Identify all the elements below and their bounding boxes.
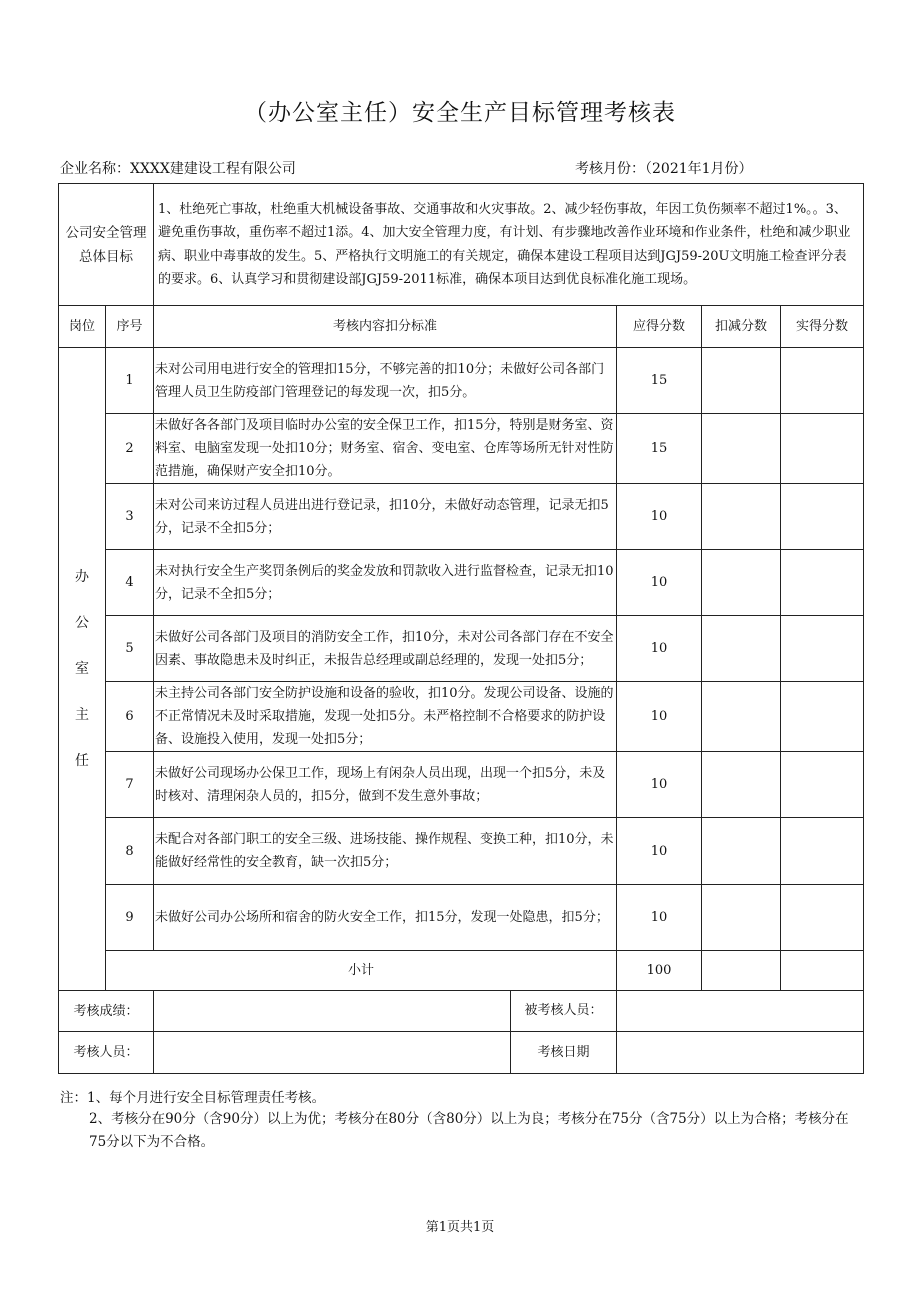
item-deduct-score[interactable] <box>702 752 781 818</box>
table-row <box>59 550 864 616</box>
item-seq: 7 <box>106 752 154 818</box>
assessment-month: 考核月份：（2021年1月份） <box>575 161 753 177</box>
date-field[interactable] <box>617 1032 863 1073</box>
item-actual-score[interactable] <box>781 752 864 818</box>
position-cell <box>59 348 106 991</box>
item-seq: 2 <box>106 414 154 484</box>
item-due-score: 10 <box>617 752 702 818</box>
item-due-score: 10 <box>617 484 702 550</box>
table-row <box>59 414 864 484</box>
item-deduct-score[interactable] <box>702 885 781 951</box>
item-due-score: 15 <box>617 414 702 484</box>
header-seq: 序号 <box>106 306 154 348</box>
goal-text: 1、杜绝死亡事故，杜绝重大机械设备事故、交通事故和火灾事故。2、减少轻伤事故，年因工负伤频率不超过1%。。3、避免重伤事故，重伤率不超过1添。4、加大安全管理力度，有计划、有步骤地改善作业环境和作业条件，杜绝和减少职业病、职业中毒事故的发生。5、严格执行文明施工的有关规定，确保本建设工程项目达到JGJ59-20U文明施工检查评分表的要求。6、认真学习和贯彻建设部JGJ59-2011标准，确保本项目达到优良标准化施工现场。 <box>154 184 864 306</box>
assessee-field[interactable] <box>617 991 863 1031</box>
position-char: 办 <box>75 569 89 585</box>
item-actual-score[interactable] <box>781 348 864 414</box>
item-content: 未做好公司各部门及项目的消防安全工作，扣10分，未对公司各部门存在不安全因素、事故隐患未及时纠正，未报告总经理或副总经理的，发现一处扣5分； <box>154 616 617 682</box>
item-seq: 5 <box>106 616 154 682</box>
item-content: 未做好公司办公场所和宿舍的防火安全工作，扣15分，发现一处隐患，扣5分； <box>154 885 617 951</box>
subtotal-actual[interactable] <box>781 951 864 991</box>
item-actual-score[interactable] <box>781 885 864 951</box>
item-seq: 1 <box>106 348 154 414</box>
item-actual-score[interactable] <box>781 414 864 484</box>
item-deduct-score[interactable] <box>702 414 781 484</box>
page-title: （办公室主任）安全生产目标管理考核表 <box>244 100 676 126</box>
item-actual-score[interactable] <box>781 682 864 752</box>
item-seq: 6 <box>106 682 154 752</box>
result-label: 考核成绩： <box>59 991 154 1032</box>
item-content: 未对公司来访过程人员进出进行登记录，扣10分，未做好动态管理，记录无扣5分，记录不全扣5分； <box>154 484 617 550</box>
header-due-score: 应得分数 <box>617 306 702 348</box>
header-actual-score: 实得分数 <box>781 306 864 348</box>
table-row <box>59 484 864 550</box>
item-actual-score[interactable] <box>781 550 864 616</box>
table-row <box>59 818 864 885</box>
assessment-table <box>58 183 864 1074</box>
item-seq: 8 <box>106 818 154 885</box>
position-char: 公 <box>75 615 89 631</box>
table-row <box>59 616 864 682</box>
item-deduct-score[interactable] <box>702 616 781 682</box>
header-row <box>59 306 864 348</box>
assessor-row <box>59 1032 864 1074</box>
item-content: 未配合对各部门职工的安全三级、进场技能、操作规程、变换工种，扣10分，未能做好经常性的安全教育，缺一次扣5分； <box>154 818 617 885</box>
result-row <box>59 991 864 1032</box>
item-seq: 3 <box>106 484 154 550</box>
item-actual-score[interactable] <box>781 484 864 550</box>
subtotal-value: 100 <box>617 951 702 991</box>
goal-row <box>59 184 864 306</box>
item-content: 未对公司用电进行安全的管理扣15分，不够完善的扣10分；未做好公司各部门管理人员卫生防疫部门管理登记的每发现一次，扣5分。 <box>154 348 617 414</box>
item-due-score: 15 <box>617 348 702 414</box>
item-due-score: 10 <box>617 818 702 885</box>
table-row <box>59 885 864 951</box>
header-post: 岗位 <box>59 306 106 348</box>
item-content: 未做好公司现场办公保卫工作，现场上有闲杂人员出现，出现一个扣5分，未及时核对、清理闲杂人员的，扣5分，做到不发生意外事故； <box>154 752 617 818</box>
table-row <box>59 348 864 414</box>
assessee-label: 被考核人员： <box>510 991 617 1031</box>
position-char: 任 <box>75 753 89 769</box>
item-actual-score[interactable] <box>781 818 864 885</box>
item-deduct-score[interactable] <box>702 682 781 752</box>
header-content: 考核内容扣分标准 <box>154 306 617 348</box>
goal-label: 公司安全管理总体目标 <box>59 184 154 306</box>
subtotal-row <box>59 951 864 991</box>
table-row <box>59 752 864 818</box>
subtotal-deduct[interactable] <box>702 951 781 991</box>
note-1: 注：1、每个月进行安全目标管理责任考核。 <box>60 1090 326 1106</box>
date-label: 考核日期 <box>510 1032 617 1073</box>
item-deduct-score[interactable] <box>702 550 781 616</box>
item-seq: 9 <box>106 885 154 951</box>
company-name: 企业名称：XXXX建建设工程有限公司 <box>60 161 296 177</box>
item-due-score: 10 <box>617 682 702 752</box>
position-char: 主 <box>75 707 89 723</box>
header-deduct-score: 扣减分数 <box>702 306 781 348</box>
item-deduct-score[interactable] <box>702 818 781 885</box>
item-due-score: 10 <box>617 550 702 616</box>
table-row <box>59 682 864 752</box>
assessor-label: 考核人员： <box>59 1032 154 1074</box>
item-content: 未做好各各部门及项目临时办公室的安全保卫工作，扣15分，特别是财务室、资料室、电脑室发现一处扣10分；财务室、宿舍、变电室、仓库等场所无针对性防范措施，确保财产安全扣10分。 <box>154 414 617 484</box>
item-actual-score[interactable] <box>781 616 864 682</box>
note-2: 2、考核分在90分（含90分）以上为优；考核分在80分（含80分）以上为良；考核分在75分（含75分）以上为合格；考核分在75分以下为不合格。 <box>89 1111 849 1150</box>
item-content: 未主持公司各部门安全防护设施和设备的验收，扣10分。发现公司设备、设施的不正常情况未及时采取措施，发现一处扣5分。未严格控制不合格要求的防护设备、设施投入使用，发现一处扣5分； <box>154 682 617 752</box>
item-deduct-score[interactable] <box>702 484 781 550</box>
assessee-cell <box>524 991 864 1032</box>
date-cell <box>537 1032 864 1074</box>
page-number: 第1页共1页 <box>425 1220 495 1235</box>
position-char: 室 <box>75 661 89 677</box>
item-deduct-score[interactable] <box>702 348 781 414</box>
item-due-score: 10 <box>617 885 702 951</box>
item-due-score: 10 <box>617 616 702 682</box>
item-seq: 4 <box>106 550 154 616</box>
subtotal-label: 小计 <box>106 951 617 991</box>
item-content: 未对执行安全生产奖罚条例后的奖金发放和罚款收入进行监督检查，记录无扣10分，记录不全扣5分； <box>154 550 617 616</box>
